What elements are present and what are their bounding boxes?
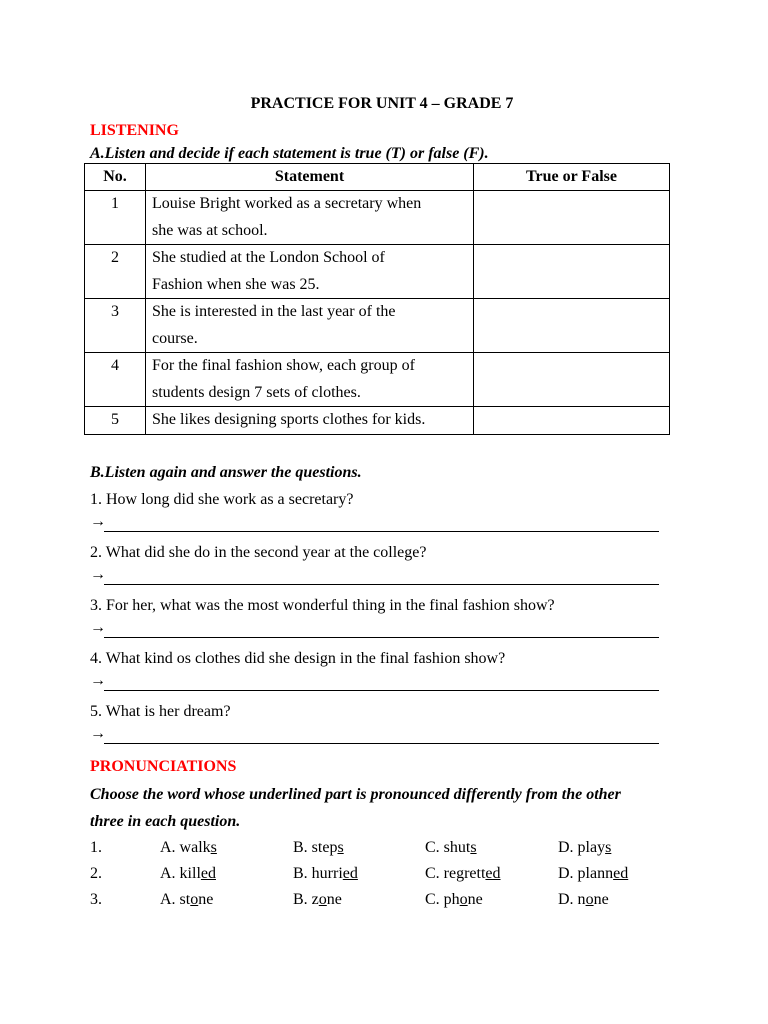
question-number: 3. xyxy=(90,890,102,908)
option-b[interactable] xyxy=(293,887,342,913)
header-no: No. xyxy=(85,164,146,191)
pronunciation-question xyxy=(90,887,680,913)
arrow-icon: → xyxy=(90,724,106,742)
pronunciation-instruction-line: Choose the word whose underlined part is pronounced differently from the other xyxy=(90,785,621,803)
underlined-part: s xyxy=(605,838,612,856)
option-d[interactable] xyxy=(558,835,611,861)
answer-cell[interactable] xyxy=(474,407,670,435)
option-text: C. shut xyxy=(425,838,471,856)
row-number: 5 xyxy=(85,407,146,435)
statement-line: students design 7 sets of clothes. xyxy=(152,383,361,401)
underlined-part: s xyxy=(210,838,217,856)
option-text: B. step xyxy=(293,838,338,856)
underlined-part: o xyxy=(318,890,327,908)
answer-line[interactable] xyxy=(90,513,680,539)
row-number: 3 xyxy=(85,299,146,353)
question-3: 3. For her, what was the most wonderful thing in the final fashion show? xyxy=(90,596,555,614)
row-number: 4 xyxy=(85,353,146,407)
header-statement: Statement xyxy=(146,164,474,191)
option-text: B. hurri xyxy=(293,864,343,882)
header-true-false: True or False xyxy=(474,164,670,191)
option-d[interactable] xyxy=(558,861,628,887)
row-number: 2 xyxy=(85,245,146,299)
statement-line: she was at school. xyxy=(152,221,268,239)
question-number: 1. xyxy=(90,838,102,856)
statement-line: Fashion when she was 25. xyxy=(152,275,320,293)
row-number: 1 xyxy=(85,191,146,245)
option-text: A. st xyxy=(160,890,191,908)
part-b-instruction: B.Listen again and answer the questions. xyxy=(90,463,362,481)
underlined-part: ed xyxy=(200,864,216,882)
statement-cell xyxy=(146,299,474,353)
option-a[interactable] xyxy=(160,861,216,887)
option-d[interactable] xyxy=(558,887,609,913)
answer-rule xyxy=(104,637,659,638)
option-c[interactable] xyxy=(425,887,483,913)
answer-rule xyxy=(104,743,659,744)
option-text: D. plann xyxy=(558,864,614,882)
option-b[interactable] xyxy=(293,835,344,861)
answer-line[interactable] xyxy=(90,619,680,645)
answer-rule xyxy=(104,531,659,532)
answer-cell[interactable] xyxy=(474,245,670,299)
option-a[interactable] xyxy=(160,835,217,861)
answer-rule xyxy=(104,690,659,691)
part-a-instruction: A.Listen and decide if each statement is true (T) or false (F). xyxy=(90,145,489,162)
option-text: B. z xyxy=(293,890,319,908)
statement-line: She likes designing sports clothes for kids. xyxy=(152,411,426,428)
true-false-table xyxy=(84,163,670,435)
underlined-part: ed xyxy=(485,864,501,882)
answer-line[interactable] xyxy=(90,725,680,751)
option-suffix: ne xyxy=(326,890,342,908)
arrow-icon: → xyxy=(90,671,106,689)
option-a[interactable] xyxy=(160,887,213,913)
table-row xyxy=(85,191,670,245)
question-5: 5. What is her dream? xyxy=(90,702,231,720)
answer-cell[interactable] xyxy=(474,191,670,245)
answer-line[interactable] xyxy=(90,672,680,698)
table-header-row xyxy=(85,164,670,191)
underlined-part: o xyxy=(585,890,594,908)
option-b[interactable] xyxy=(293,861,358,887)
question-number: 2. xyxy=(90,864,102,882)
option-text: A. walk xyxy=(160,838,211,856)
option-suffix: ne xyxy=(467,890,483,908)
answer-rule xyxy=(104,584,659,585)
option-suffix: ne xyxy=(593,890,609,908)
underlined-part: ed xyxy=(342,864,358,882)
underlined-part: o xyxy=(459,890,468,908)
statement-cell xyxy=(146,191,474,245)
statement-cell xyxy=(146,245,474,299)
statement-line: course. xyxy=(152,329,198,347)
arrow-icon: → xyxy=(90,565,106,583)
pronunciation-question xyxy=(90,861,680,887)
answer-line[interactable] xyxy=(90,566,680,592)
worksheet-title: PRACTICE FOR UNIT 4 – GRADE 7 xyxy=(250,95,514,112)
arrow-icon: → xyxy=(90,618,106,636)
statement-cell xyxy=(146,407,474,435)
statement-line: For the final fashion show, each group of xyxy=(152,357,415,374)
statement-cell xyxy=(146,353,474,407)
question-4: 4. What kind os clothes did she design in the final fashion show? xyxy=(90,649,506,667)
option-c[interactable] xyxy=(425,861,501,887)
option-text: A. kill xyxy=(160,864,201,882)
table-row xyxy=(85,299,670,353)
underlined-part: s xyxy=(470,838,477,856)
question-1: 1. How long did she work as a secretary? xyxy=(90,490,354,508)
statement-line: Louise Bright worked as a secretary when xyxy=(152,195,422,212)
answer-cell[interactable] xyxy=(474,299,670,353)
pronunciation-question xyxy=(90,835,680,861)
arrow-icon: → xyxy=(90,512,106,530)
table-row xyxy=(85,245,670,299)
option-suffix: ne xyxy=(198,890,214,908)
pronunciation-instruction-line: three in each question. xyxy=(90,812,241,830)
option-text: C. regrett xyxy=(425,864,486,882)
listening-heading: LISTENING xyxy=(90,122,179,139)
statement-line: She is interested in the last year of the xyxy=(152,303,396,320)
question-2: 2. What did she do in the second year at the college? xyxy=(90,543,427,561)
option-text: D. play xyxy=(558,838,606,856)
worksheet-page xyxy=(90,92,680,913)
option-text: C. ph xyxy=(425,890,460,908)
pronunciation-heading: PRONUNCIATIONS xyxy=(90,757,237,775)
answer-cell[interactable] xyxy=(474,353,670,407)
statement-line: She studied at the London School of xyxy=(152,249,385,266)
table-row xyxy=(85,407,670,435)
underlined-part: ed xyxy=(613,864,629,882)
table-row xyxy=(85,353,670,407)
underlined-part: o xyxy=(190,890,199,908)
option-c[interactable] xyxy=(425,835,477,861)
option-text: D. n xyxy=(558,890,586,908)
underlined-part: s xyxy=(337,838,344,856)
